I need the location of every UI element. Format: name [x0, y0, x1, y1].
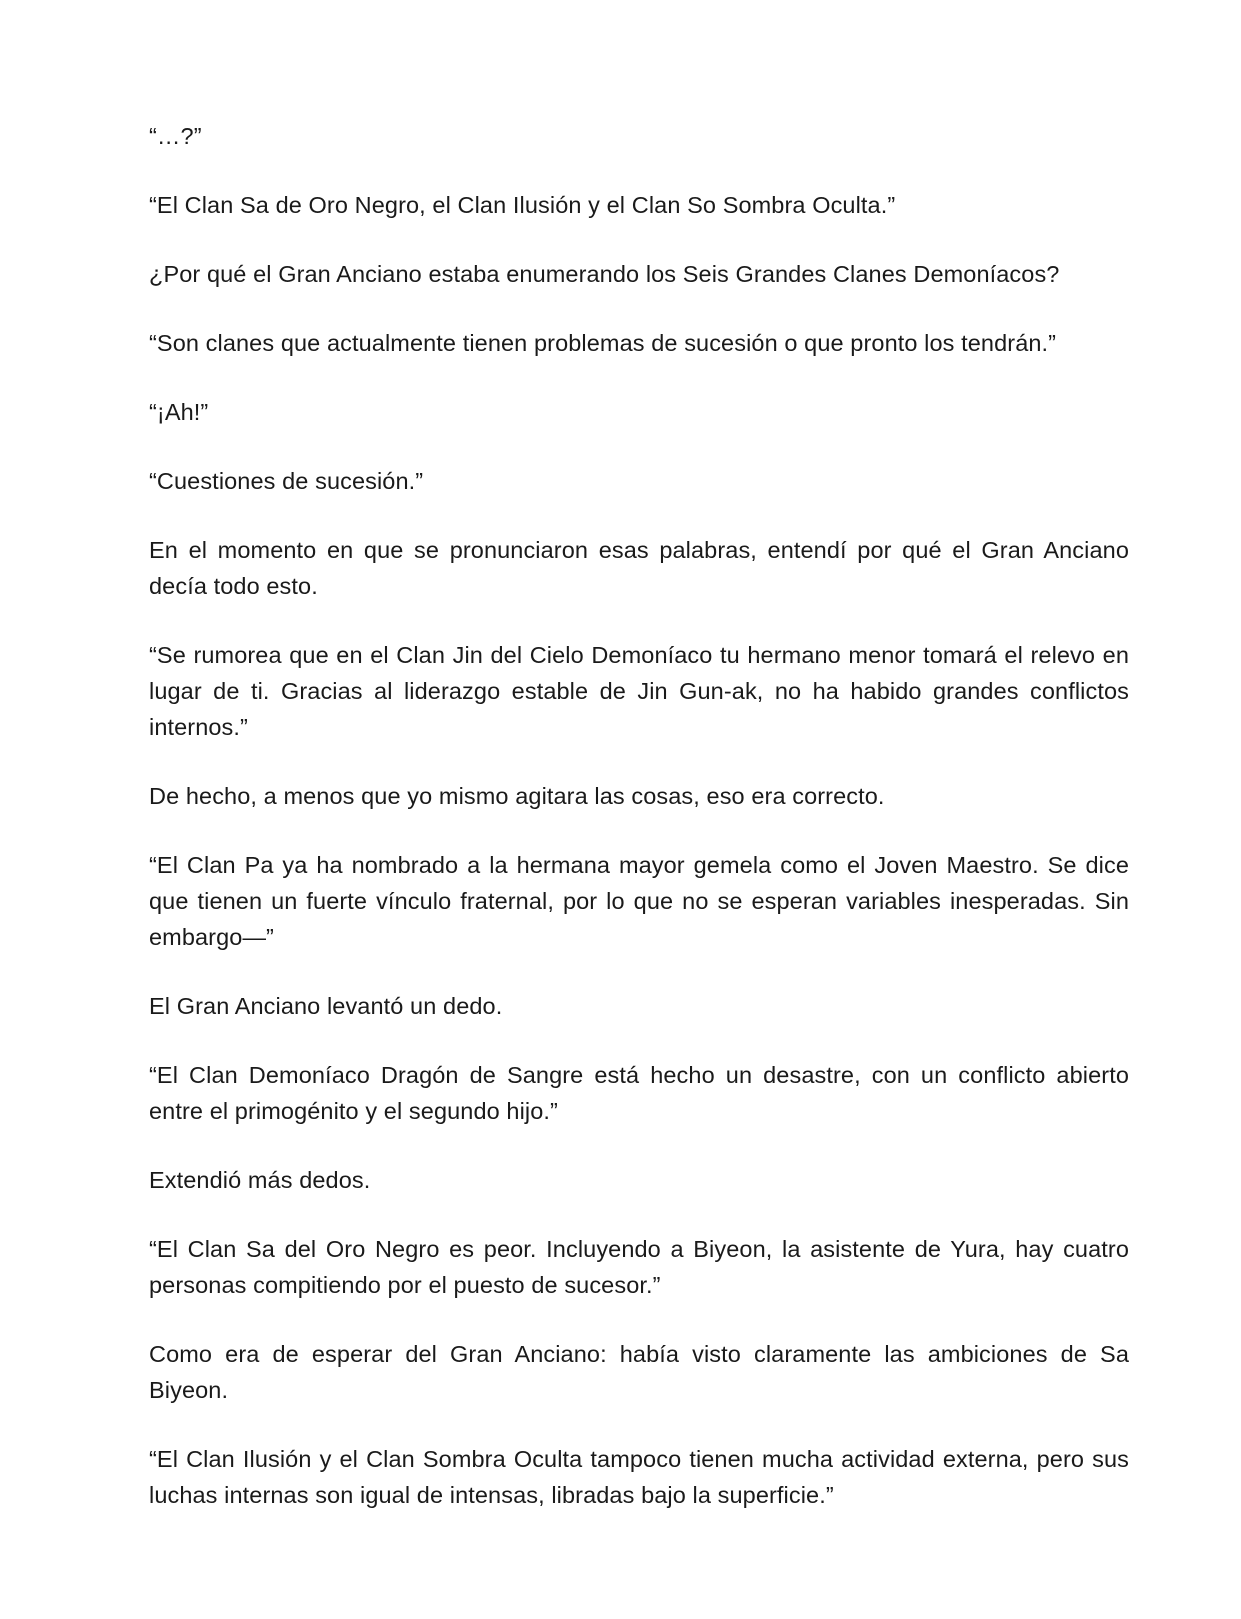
paragraph: “Son clanes que actualmente tienen problemas de sucesión o que pronto los tendrán.” — [149, 330, 1057, 356]
paragraph: “Se rumorea que en el Clan Jin del Cielo Demoníaco tu hermano menor tomará el relevo en lugar de ti. Gracias al liderazgo estable de Jin Gun-ak, no ha habido grandes conflictos internos.” — [149, 642, 1129, 740]
paragraph: “El Clan Pa ya ha nombrado a la hermana mayor gemela como el Joven Maestro. Se dice que tienen un fuerte vínculo fraternal, por lo que no se esperan variables inesperadas. Sin embargo—” — [149, 852, 1129, 950]
paragraph: “El Clan Sa del Oro Negro es peor. Incluyendo a Biyeon, la asistente de Yura, hay cuatro personas compitiendo por el puesto de sucesor.” — [149, 1236, 1129, 1298]
paragraph: “El Clan Demoníaco Dragón de Sangre está hecho un desastre, con un conflicto abierto entre el primogénito y el segundo hijo.” — [149, 1062, 1129, 1124]
paragraph: Extendió más dedos. — [149, 1167, 371, 1193]
paragraph: “El Clan Sa de Oro Negro, el Clan Ilusión y el Clan So Sombra Oculta.” — [149, 192, 896, 218]
paragraph: “…?” — [149, 123, 202, 149]
paragraph: El Gran Anciano levantó un dedo. — [149, 993, 503, 1019]
paragraph: “Cuestiones de sucesión.” — [149, 468, 424, 494]
paragraph: “¡Ah!” — [149, 399, 209, 425]
paragraph: En el momento en que se pronunciaron esas palabras, entendí por qué el Gran Anciano decía todo esto. — [149, 537, 1129, 599]
paragraph: Como era de esperar del Gran Anciano: había visto claramente las ambiciones de Sa Biyeon. — [149, 1341, 1129, 1403]
paragraph: ¿Por qué el Gran Anciano estaba enumerando los Seis Grandes Clanes Demoníacos? — [149, 261, 1060, 287]
paragraph: “El Clan Ilusión y el Clan Sombra Oculta tampoco tienen mucha actividad externa, pero sus luchas internas son igual de intensas, libradas bajo la superficie.” — [149, 1446, 1129, 1508]
paragraph: De hecho, a menos que yo mismo agitara las cosas, eso era correcto. — [149, 783, 885, 809]
document-body — [149, 118, 1129, 1546]
